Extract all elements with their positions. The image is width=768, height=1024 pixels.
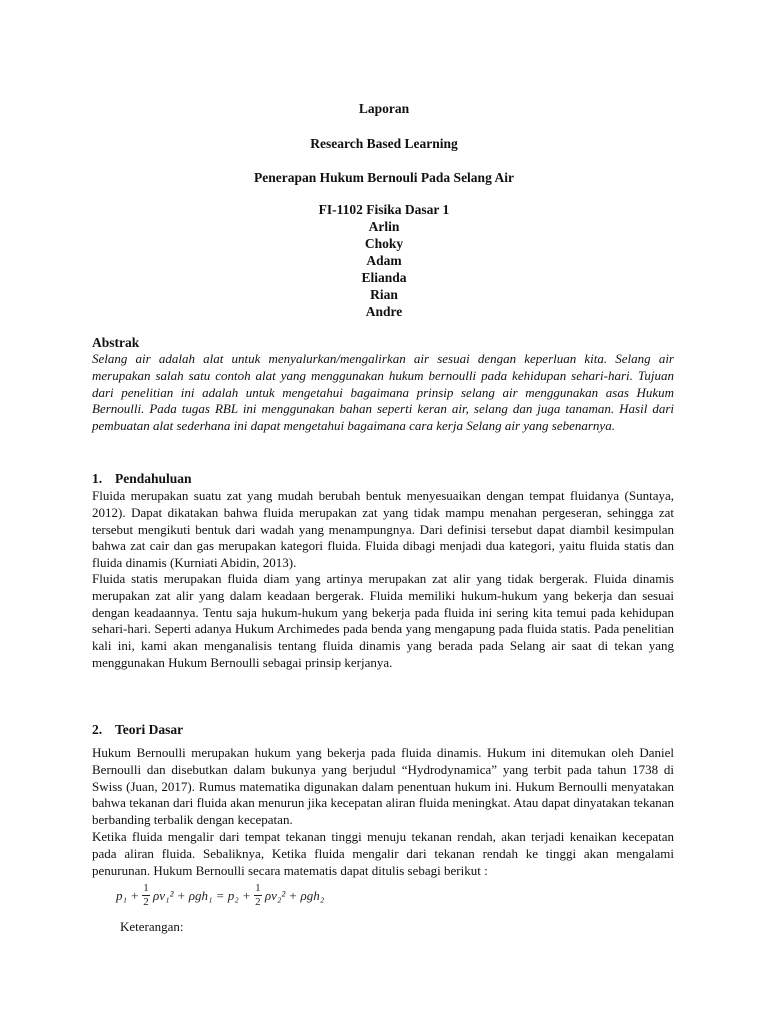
fraction-denominator: 2 (143, 896, 149, 908)
author-name: Elianda (361, 270, 407, 285)
section-heading-teori-dasar (92, 722, 183, 738)
abstract-text: Selang air adalah alat untuk menyalurkan/mengalirkan air sesuai dengan keperluan kita. Selang air merupakan salah satu contoh alat yang menggunakan hukum bernoulli pada kehidupan sehari-hari. Tujuan dari penelitian ini adalah untuk mengetahui bagaimana prinsip selang air menggunakan asas Hukum Bernoulli. Pada tugas RBL ini menggunakan bahan seperti keran air, selang dan juga tanaman. Hasil dari pembuatan alat sederhana ini dapat mengetahui bagaimana cara kerja Selang air yang sebenarnya. (92, 351, 674, 434)
fraction-half (254, 883, 262, 908)
author-name: Adam (366, 253, 402, 268)
bernoulli-equation (116, 883, 324, 908)
author-name: Rian (370, 287, 398, 302)
fraction-denominator: 2 (255, 896, 261, 908)
formula-term: ρv₂² + ρgh₂ (264, 887, 325, 903)
paragraph: Fluida merupakan suatu zat yang mudah berubah bentuk menyesuaikan dengan tempat fluidanya (Suntaya, 2012). Dapat dikatakan bahwa fluida merupakan zat yang tidak mampu menahan pergeseran, sehingga zat tersebut mengikuti bentuk dari wadah yang menampungnya. Dari definisi tersebut dapat diambil kesimpulan bahwa zat cair dan gas merupakan kategori fluida. Fluida dibagi menjadi dua kategori, yaitu fluida statis dan fluida dinamis (Kurniati Abidin, 2013). (92, 488, 674, 571)
author-name: Arlin (368, 219, 400, 234)
section-title: Teori Dasar (115, 722, 184, 737)
fraction-numerator: 1 (143, 882, 149, 894)
legend-label: Keterangan: (120, 919, 184, 934)
abstract-heading: Abstrak (92, 335, 140, 350)
formula-term: ρv₁² + ρgh₁ = p₂ + (153, 887, 251, 903)
report-label: Laporan (358, 101, 410, 116)
course-code: FI-1102 Fisika Dasar 1 (318, 202, 450, 217)
section-number: 1. (92, 471, 103, 486)
program-label: Research Based Learning (310, 136, 458, 151)
section-heading-pendahuluan (92, 471, 192, 487)
author-block (0, 201, 768, 320)
section-title: Pendahuluan (115, 471, 192, 486)
paragraph: Hukum Bernoulli merupakan hukum yang bekerja pada fluida dinamis. Hukum ini ditemukan oleh Daniel Bernoulli dan disebutkan dalam bukunya yang berjudul “Hydrodynamica” yang terbit pada tahun 1738 di Swiss (Juan, 2017). Rumus matematika digunakan dalam penentuan hukum ini. Hukum Bernoulli menyatakan bahwa tekanan dari fluida akan menurun jika kecepatan aliran fluida meningkat. Atau dapat dinyatakan tekanan berbanding terbalik dengan kecepatan. (92, 745, 674, 828)
author-name: Andre (365, 304, 403, 319)
paragraph: Fluida statis merupakan fluida diam yang artinya merupakan zat alir yang tidak bergerak. Fluida dinamis merupakan zat alir yang dalam keadaan bergerak. Fluida memiliki hukum-hukum yang bekerja dan sesuai dengan keadaannya. Tentu saja hukum-hukum yang bekerja pada fluida ini sering kita temui pada kehidupan sehari-hari. Seperti adanya Hukum Archimedes pada benda yang mengapung pada fluida statis. Pada penelitian kali ini, kami akan menganalisis tentang fluida dinamis yang berada pada Selang air saat di tekan yang menggunakan Hukum Bernoulli sebagai prinsip kerjanya. (92, 571, 674, 670)
author-name: Choky (364, 236, 404, 251)
section-number: 2. (92, 722, 103, 737)
document-title: Penerapan Hukum Bernouli Pada Selang Air (254, 170, 514, 185)
paragraph: Ketika fluida mengalir dari tempat tekanan tinggi menuju tekanan rendah, akan terjadi kenaikan kecepatan pada aliran fluida. Sebaliknya, Ketika fluida mengalir dari tekanan rendah ke tinggi akan mengalami penurunan. Hukum Bernoulli secara matematis dapat ditulis sebagi berikut : (92, 829, 674, 878)
fraction-numerator: 1 (255, 882, 261, 894)
formula-term: p₁ + (116, 887, 140, 903)
fraction-half (142, 883, 150, 908)
